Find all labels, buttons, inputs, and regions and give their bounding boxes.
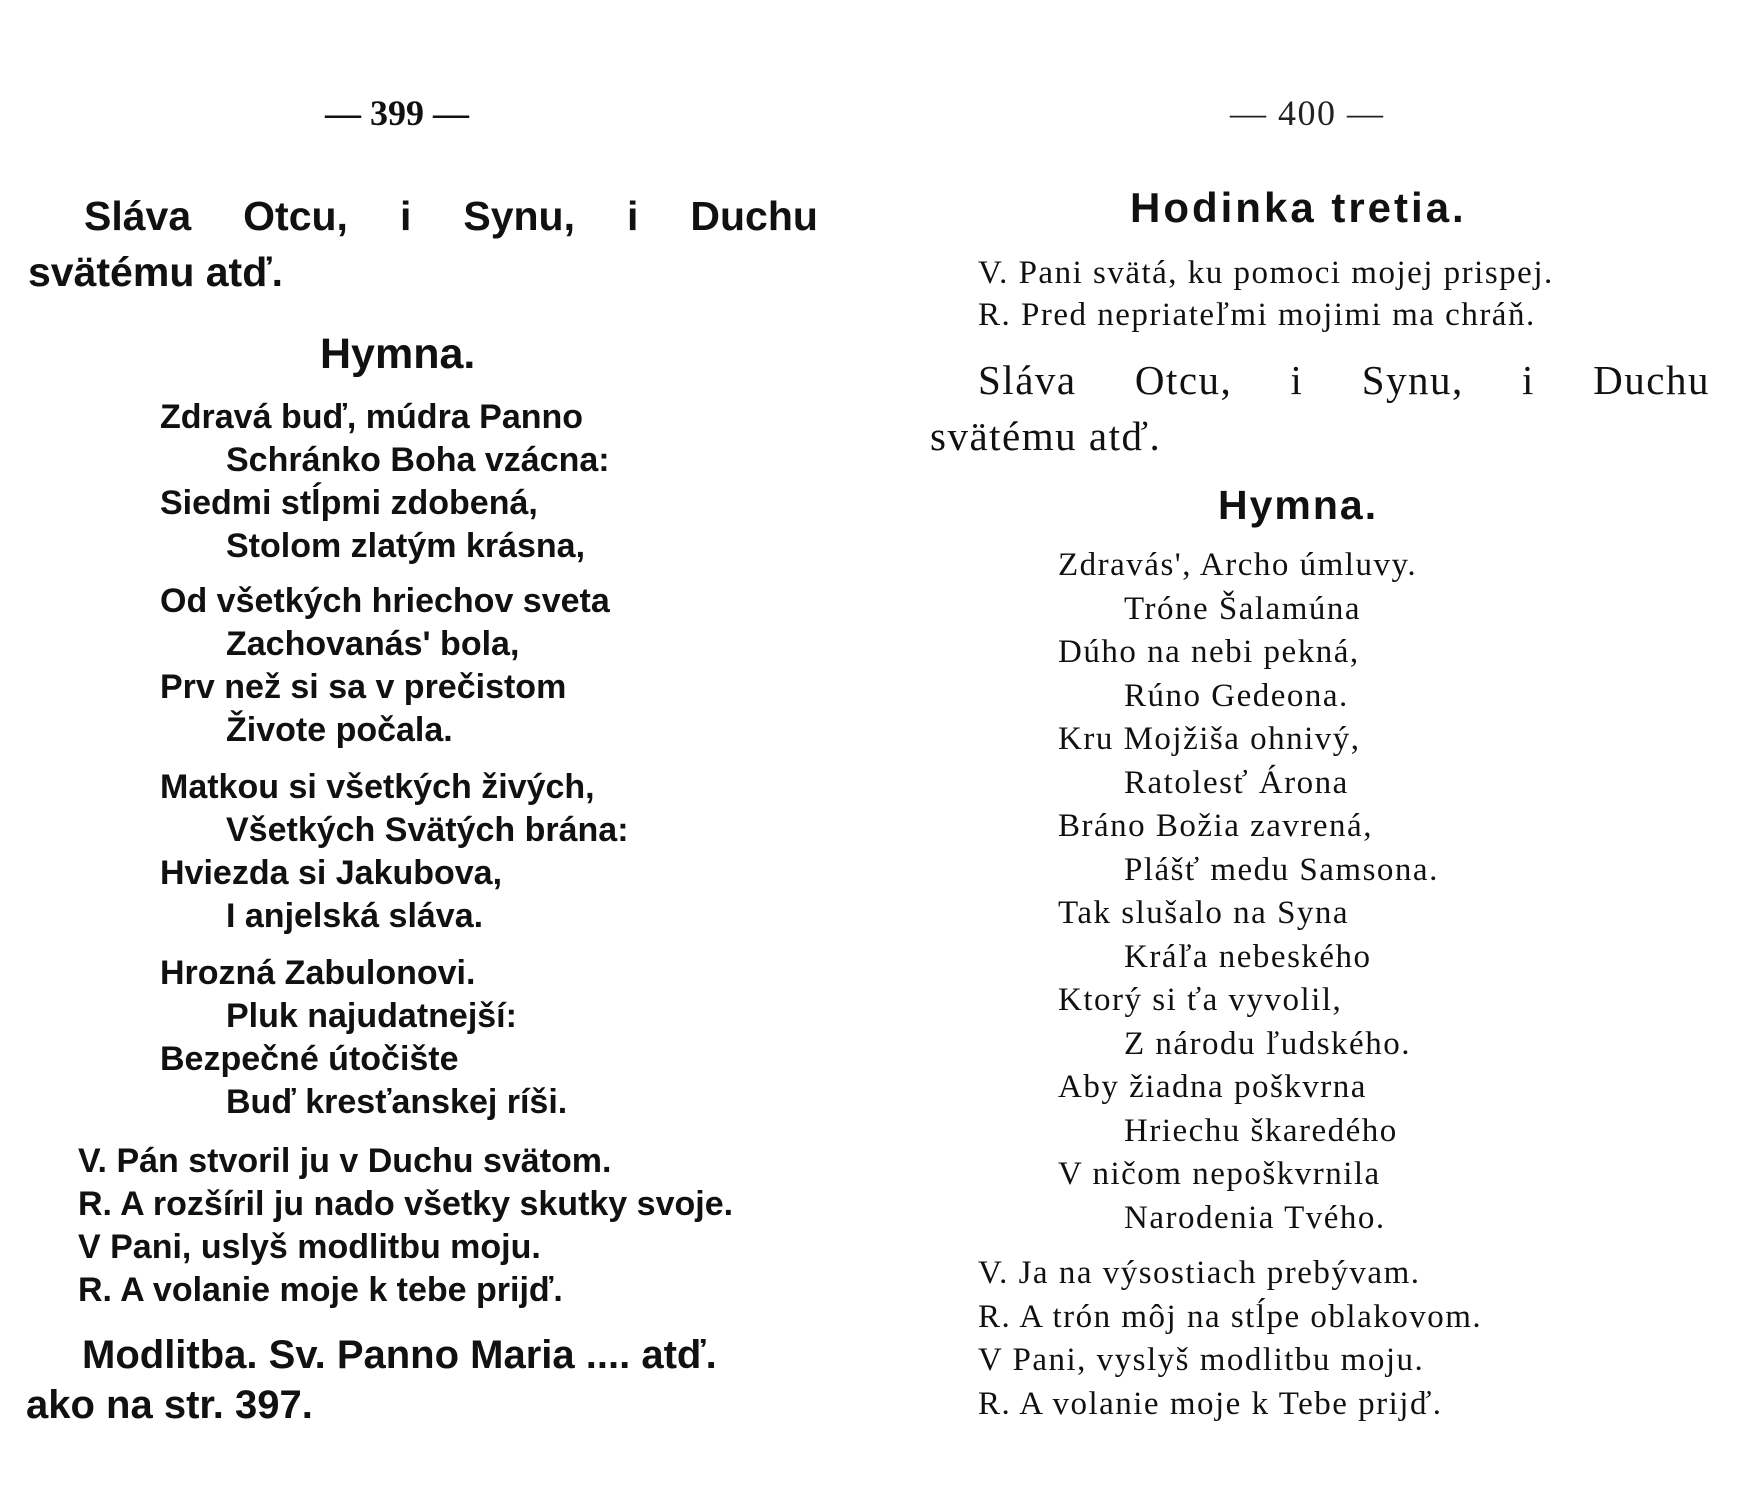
hymn-line: Z národu ľudského. [1124, 1025, 1411, 1062]
hymn-stanza [160, 396, 610, 568]
doxology-word: Synu, [1361, 357, 1464, 403]
hymn-line: Rúno Gedeona. [1124, 677, 1349, 714]
prayer-line: Modlitba. Sv. Panno Maria .... atď. [82, 1333, 717, 1377]
hymn-line: Zdravás', Archo úmluvy. [1058, 547, 1418, 583]
versicle-line: V Pani, vyslyš modlitbu moju. [978, 1342, 1425, 1378]
page-number: — 399 — [325, 93, 469, 133]
hymn-line: Matkou si všetkých živých, [160, 768, 595, 806]
doxology-line-2: svätému atď. [930, 413, 1162, 459]
hymn [1058, 544, 1439, 1240]
hymn-line: Plášť medu Samsona. [1124, 851, 1439, 888]
hymn-line: Tak slušalo na Syna [1058, 895, 1350, 931]
hymn-line: Tróne Šalamúna [1124, 590, 1362, 627]
right-page [880, 0, 1758, 1500]
hymn-line: Zachovanás' bola, [226, 625, 520, 663]
hymn-line: Buď kresťanskej ríši. [226, 1083, 568, 1121]
hymn-stanza [160, 580, 610, 752]
hymn-line: Kráľa nebeského [1124, 938, 1372, 975]
hymn-line: Schránko Boha vzácna: [226, 441, 610, 479]
doxology-word: i [399, 193, 412, 239]
doxology-word: Duchu [1593, 357, 1710, 403]
hymn-line: Hriechu škaredého [1124, 1112, 1398, 1149]
hymn-line: Aby žiadna poškvrna [1058, 1069, 1367, 1105]
hymn-line: Stolom zlatým krásna, [226, 527, 586, 565]
hymn-line: Bezpečné útočište [160, 1040, 459, 1078]
versicle-line: V Pani, uslyš modlitbu moju. [78, 1228, 541, 1266]
hymn-line: Ratolesť Árona [1124, 764, 1349, 801]
doxology-line-1 [930, 352, 1710, 408]
doxology-line-1 [28, 188, 818, 244]
hymn-stanza [160, 766, 629, 938]
hymn-line: Všetkých Svätých brána: [226, 811, 629, 849]
versicles [978, 1252, 1482, 1426]
doxology-word: Sláva [978, 357, 1077, 403]
doxology-line-2: svätému atď. [28, 249, 284, 295]
hymn-line: Bráno Božia zavrená, [1058, 808, 1373, 844]
hymn-line: Siedmi stĺpmi zdobená, [160, 484, 538, 522]
doxology [930, 352, 1710, 464]
prayer-line: ako na str. 397. [26, 1383, 313, 1427]
hymn-line: Od všetkých hriechov sveta [160, 582, 610, 620]
hymn-heading: Hymna. [1218, 482, 1379, 528]
doxology-word: Sláva [84, 193, 192, 239]
doxology [28, 188, 818, 300]
doxology-word: Otcu, [243, 193, 348, 239]
versicle-line: R. A rozšíril ju nado všetky skutky svoje. [78, 1185, 734, 1223]
doxology-word: Synu, [463, 193, 575, 239]
hymn-stanza [160, 952, 567, 1124]
hymn-line: Prv než si sa v prečistom [160, 668, 567, 706]
doxology-word: i [627, 193, 639, 239]
hymn-line: Ktorý si ťa vyvolil, [1058, 982, 1343, 1018]
hymn-line: Zdravá buď, múdra Panno [160, 398, 584, 436]
versicle-line: R. Pred nepriateľmi mojimi ma chráň. [978, 297, 1536, 333]
hymn-line: Kru Mojžiša ohnivý, [1058, 721, 1361, 757]
hymn-line: I anjelská sláva. [226, 897, 484, 935]
doxology-word: i [1522, 357, 1535, 403]
hymn-line: Narodenia Tvého. [1124, 1199, 1386, 1236]
versicle-line: V. Pani svätá, ku pomoci mojej prispej. [978, 255, 1554, 291]
versicle-line: R. A trón môj na stĺpe oblakovom. [978, 1298, 1483, 1335]
hymn-line: Živote počala. [226, 711, 453, 749]
opening-versicles [978, 252, 1554, 336]
section-heading: Hodinka tretia. [1130, 184, 1467, 231]
doxology-word: Otcu, [1134, 357, 1233, 403]
hymn-line: Dúho na nebi pekná, [1058, 634, 1360, 670]
versicles [78, 1140, 733, 1312]
hymn-line: Pluk najudatnejší: [226, 997, 517, 1035]
versicle-line: V. Pán stvoril ju v Duchu svätom. [78, 1142, 612, 1180]
doxology-word: Duchu [690, 193, 818, 239]
page-number: — 400 — [1230, 93, 1385, 133]
versicle-line: R. A volanie moje k tebe prijď. [78, 1271, 563, 1309]
hymn-line: Hviezda si Jakubova, [160, 854, 503, 892]
versicle-line: V. Ja na výsostiach prebývam. [978, 1255, 1421, 1291]
versicle-line: R. A volanie moje k Tebe prijď. [978, 1385, 1443, 1422]
hymn-line: V ničom nepoškvrnila [1058, 1156, 1381, 1192]
doxology-word: i [1290, 357, 1304, 403]
hymn-line: Hrozná Zabulonovi. [160, 954, 476, 992]
prayer-note [26, 1330, 717, 1430]
section-heading: Hymna. [320, 330, 476, 378]
